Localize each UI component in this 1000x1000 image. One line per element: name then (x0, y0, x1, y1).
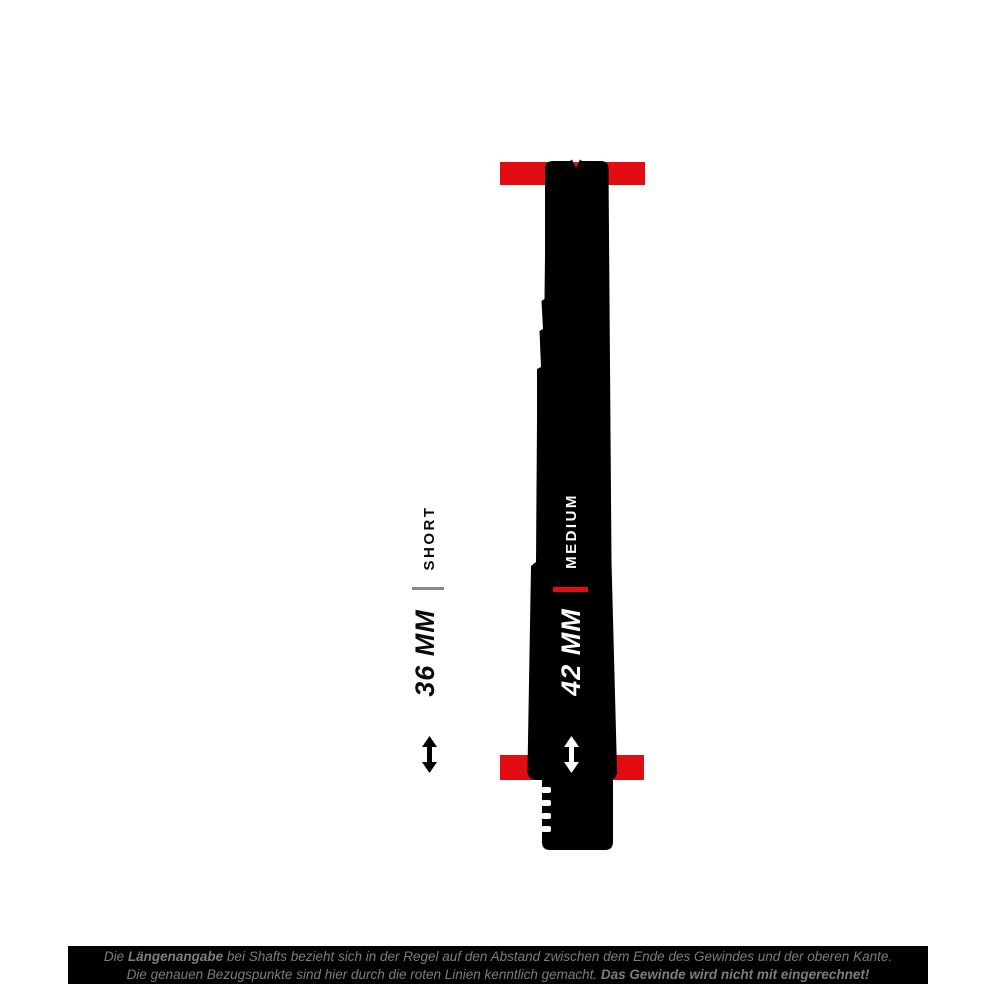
disclaimer-line-2: Die genauen Bezugspunkte sind hier durch die roten Linien kenntlich gemacht. Das Gewinde wird nicht mit eingerechnet! (126, 966, 870, 982)
shaft-thread (542, 778, 613, 850)
thread-ridge-notch (542, 813, 552, 819)
thread-ridge-notch (542, 826, 552, 832)
thread-ridge-notch (542, 787, 552, 793)
disclaimer-line-1: Die Längenangabe bei Shafts bezieht sich in der Regel auf den Abstand zwischen dem Ende des Gewindes und der oberen Kante. (103, 948, 893, 964)
medium-divider-line (553, 587, 588, 592)
shaft-silhouette (527, 160, 617, 781)
short-length: 36 MM (409, 609, 440, 697)
thread-ridge-notch (542, 800, 552, 806)
medium-length: 42 MM (555, 608, 586, 696)
medium-label: MEDIUM (562, 493, 580, 569)
disclaimer-bar (68, 946, 928, 984)
short-divider-line (412, 587, 444, 590)
short-measure-arrow-icon (422, 736, 437, 773)
short-label: SHORT (420, 505, 438, 571)
